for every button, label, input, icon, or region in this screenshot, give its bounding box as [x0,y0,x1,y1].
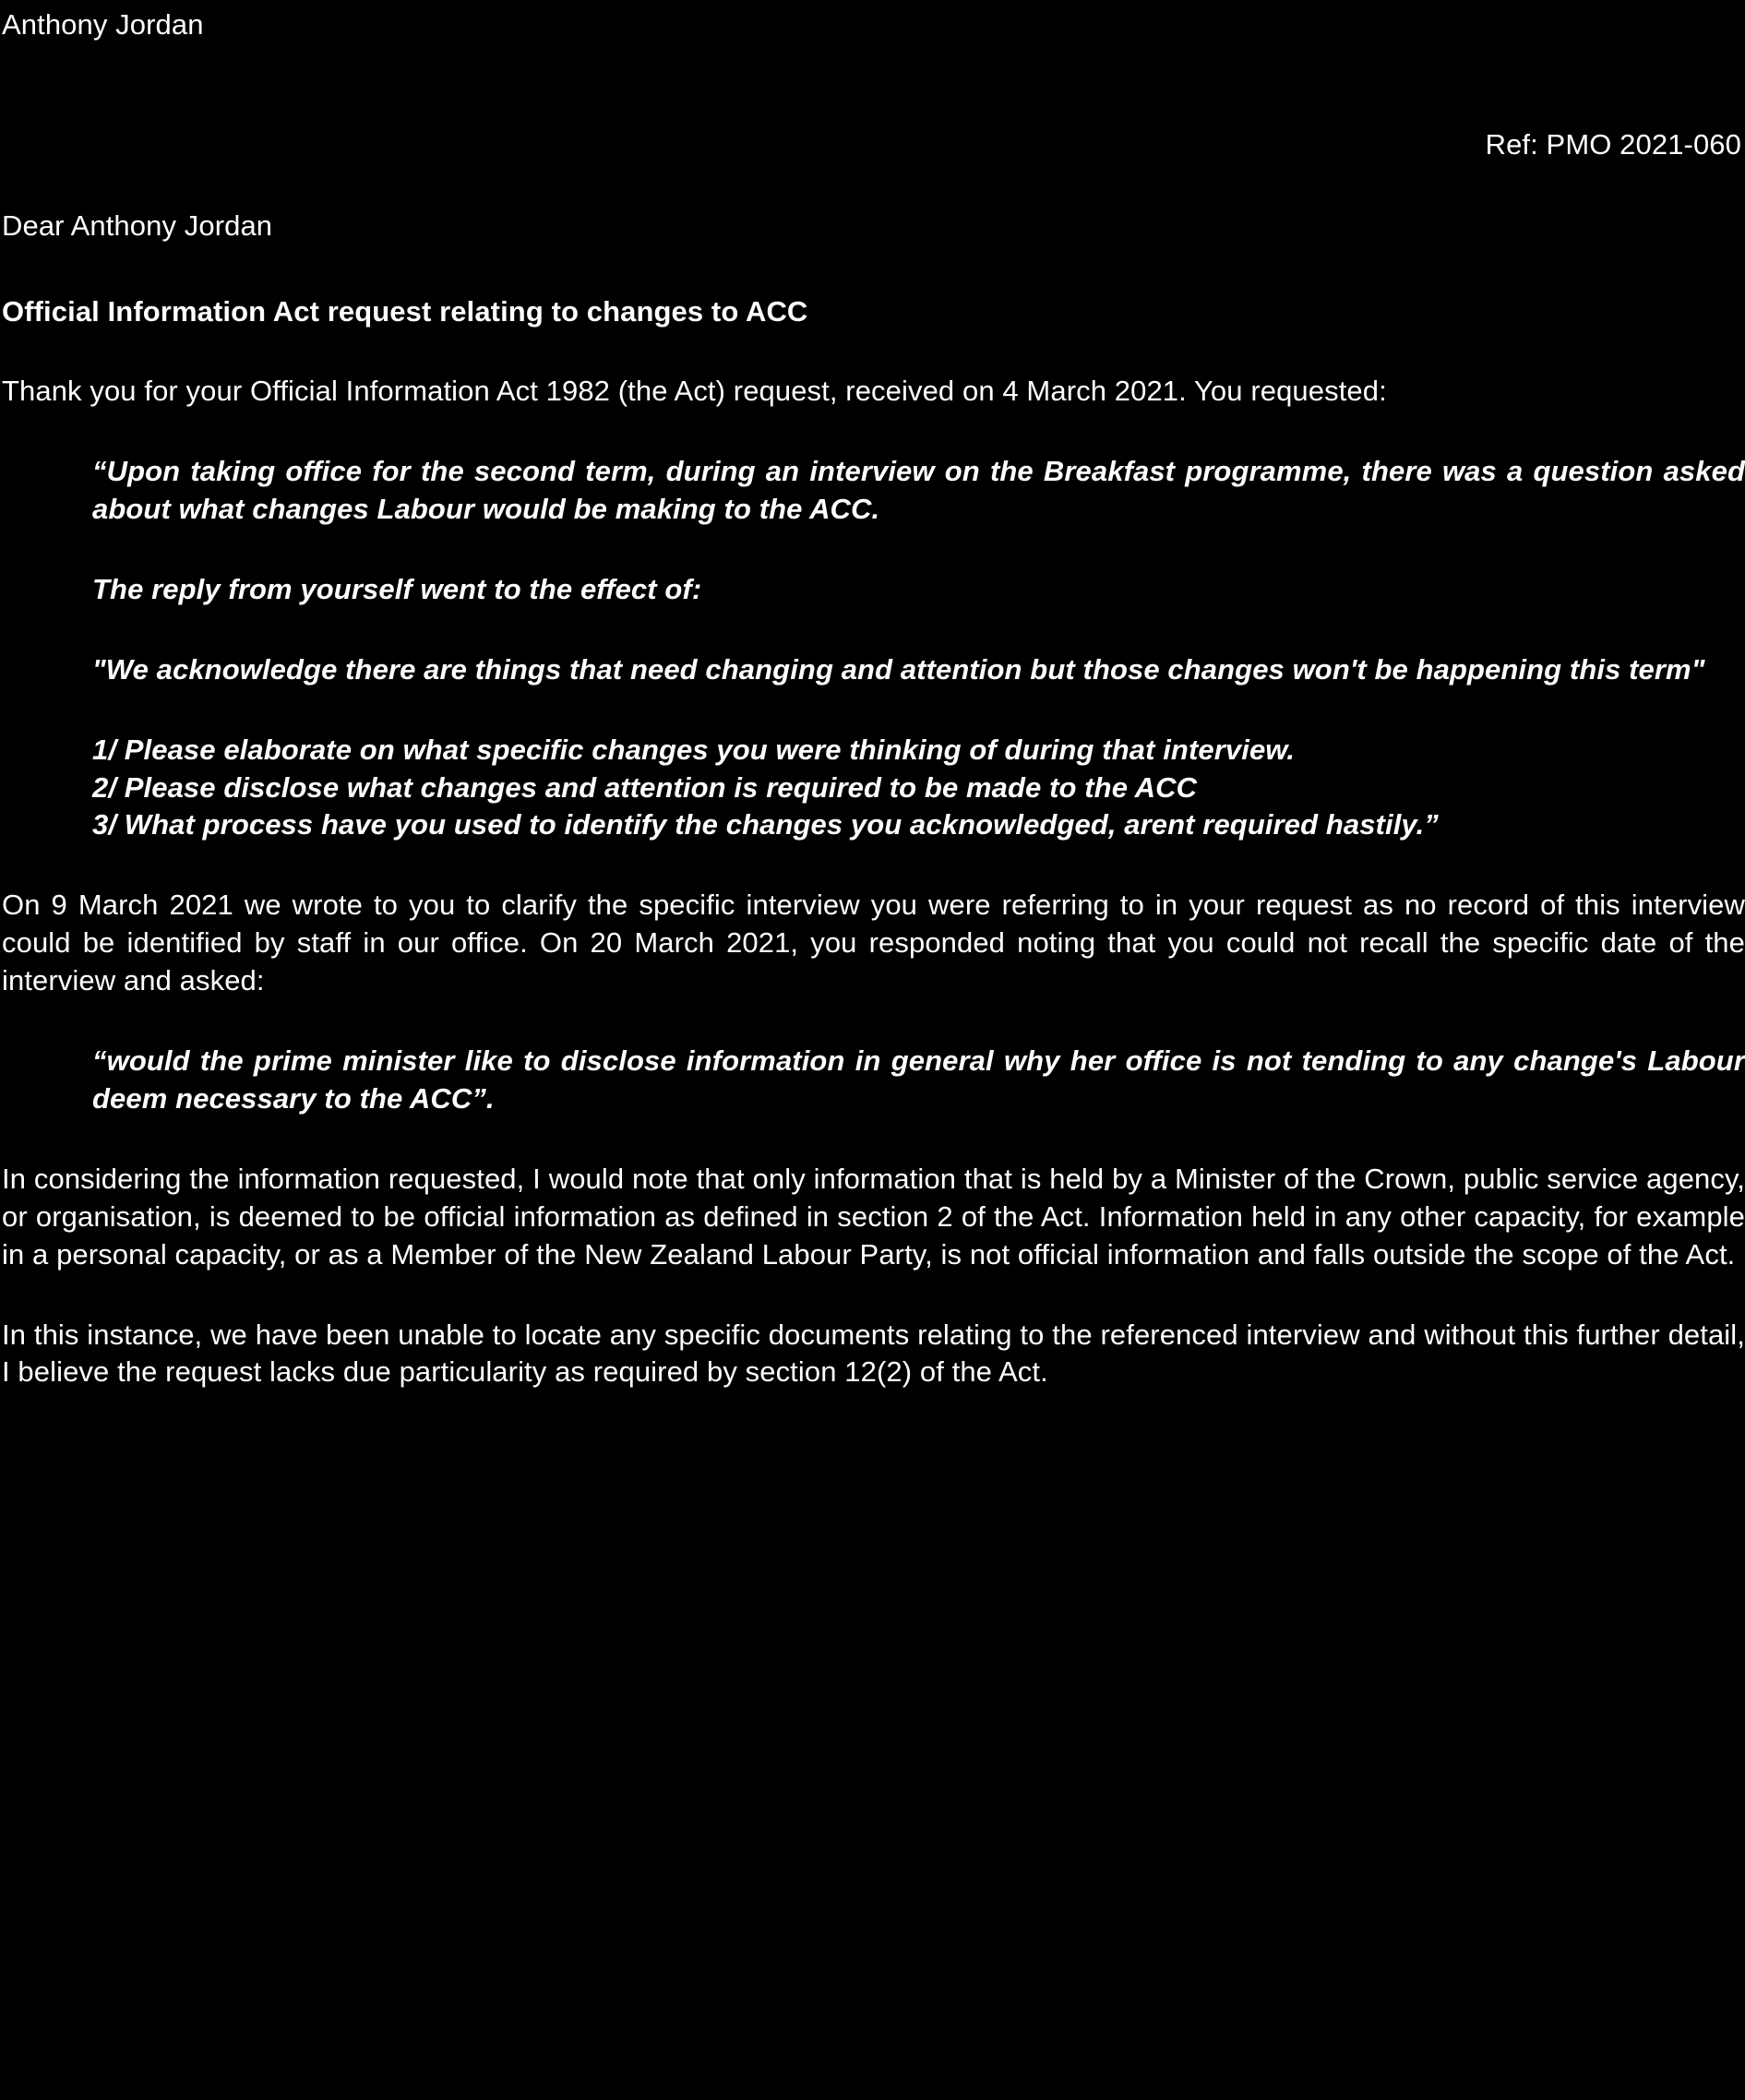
salutation: Dear Anthony Jordan [2,209,273,243]
list-item: 2/ Please disclose what changes and attention is required to be made to the ACC [92,770,1198,804]
clarification-paragraph: On 9 March 2021 we wrote to you to clarify the specific interview you were referring to in your request as no record of this interview could be identified by staff in our office. On 20 March 2021, you responded noting that you could not recall the specific date of the interview and asked: [2,889,1745,997]
intro-paragraph: Thank you for your Official Information Act 1982 (the Act) request, received on 4 March 2021. You requested: [2,375,1387,408]
quoted-request-part-2: The reply from yourself went to the effect of: [92,572,702,605]
quoted-request-part-3: "We acknowledge there are things that need changing and attention but those changes won't be happening this term" [92,652,1705,686]
list-item: 1/ Please elaborate on what specific changes you were thinking of during that interview. [92,733,1296,766]
list-item: 3/ What process have you used to identify the changes you acknowledged, arent required hastily.” [92,808,1439,841]
quoted-request-items [92,732,1745,845]
recipient-name: Anthony Jordan [2,8,204,41]
quoted-request-part-1: “Upon taking office for the second term, during an interview on the Breakfast programme, there was a question asked about what changes Labour would be making to the ACC. [92,454,1745,525]
subject-heading: Official Information Act request relating to changes to ACC [2,294,808,328]
quoted-followup-request: “would the prime minister like to disclose information in general why her office is not tending to any change's Labour deem necessary to the ACC”. [92,1044,1745,1115]
conclusion-paragraph: In this instance, we have been unable to locate any specific documents relating to the referenced interview and without this further detail, I believe the request lacks due particularity as required by section 12(2) of the Act. [2,1318,1745,1389]
letter-body [0,7,1745,1391]
official-information-paragraph: In considering the information requested, I would note that only information that is held by a Minister of the Crown, public service agency, or organisation, is deemed to be official information as defined in section 2 of the Act. Information held in any other capacity, for example in a personal capacity, or as a Member of the New Zealand Labour Party, is not official information and falls outside the scope of the Act. [2,1162,1745,1271]
reference-number: Ref: PMO 2021-060 [1485,128,1741,161]
